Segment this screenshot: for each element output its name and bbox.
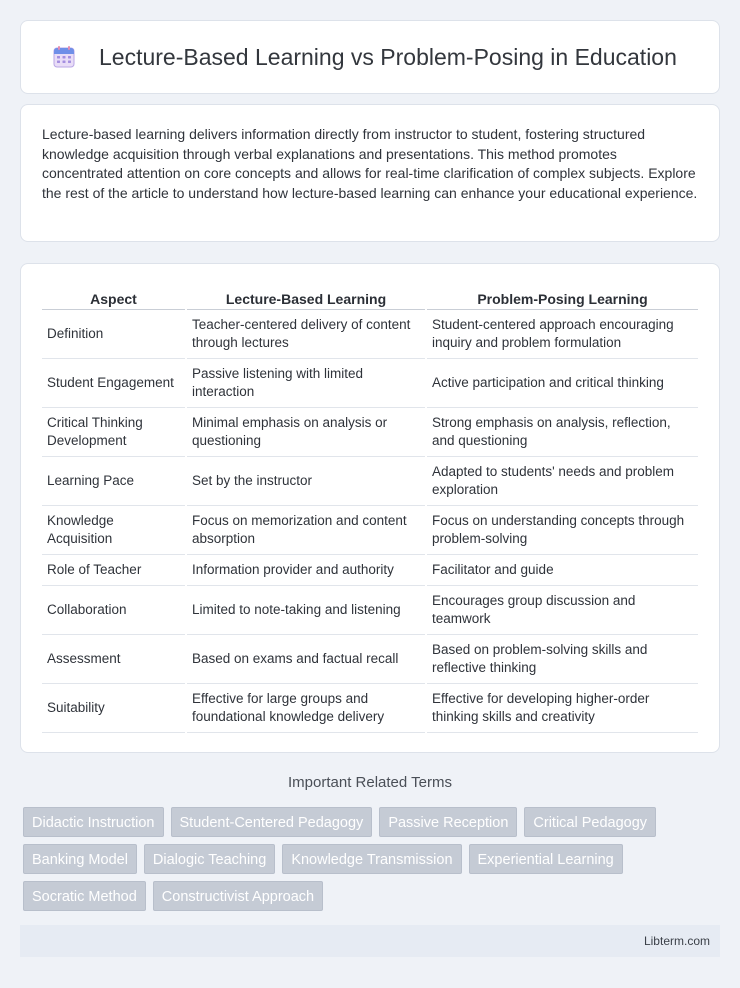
- tag-passive-reception[interactable]: Passive Reception: [379, 807, 517, 837]
- intro-paragraph: Lecture-based learning delivers information directly from instructor to student, fostering structured knowledge acquisition through verbal explanations and presentations. This method promotes concentrated attention on core concepts and allows for real-time clarification of complex subjects. Explore the rest of the article to understand how lecture-based learning can enhance your educational experience.: [42, 126, 698, 201]
- table-row: [42, 555, 698, 586]
- table-row: [42, 457, 698, 506]
- cell-aspect: Role of Teacher: [42, 555, 185, 586]
- tag-critical-pedagogy[interactable]: Critical Pedagogy: [524, 807, 656, 837]
- table-row: [42, 359, 698, 408]
- footer-site-link[interactable]: Libterm.com: [643, 934, 710, 948]
- cell-lecture: Based on exams and factual recall: [187, 635, 425, 684]
- tag-experiential-learning[interactable]: Experiential Learning: [469, 844, 623, 874]
- comparison-table-card: [20, 263, 720, 753]
- header-lecture-based: Lecture-Based Learning: [187, 284, 425, 310]
- table-header-row: [42, 284, 698, 310]
- table-row: [42, 635, 698, 684]
- cell-aspect: Assessment: [42, 635, 185, 684]
- cell-aspect: Definition: [42, 310, 185, 359]
- header-problem-posing: Problem-Posing Learning: [427, 284, 698, 310]
- cell-aspect: Student Engagement: [42, 359, 185, 408]
- cell-aspect: Knowledge Acquisition: [42, 506, 185, 555]
- header-card: [20, 20, 720, 94]
- cell-lecture: Information provider and authority: [187, 555, 425, 586]
- cell-aspect: Suitability: [42, 684, 185, 733]
- cell-aspect: Collaboration: [42, 586, 185, 635]
- tag-dialogic-teaching[interactable]: Dialogic Teaching: [144, 844, 275, 874]
- tag-banking-model[interactable]: Banking Model: [23, 844, 137, 874]
- page-title: Lecture-Based Learning vs Problem-Posing in Education: [99, 43, 677, 70]
- comparison-table: [40, 284, 700, 733]
- header-aspect: Aspect: [42, 284, 185, 310]
- cell-problem: Based on problem-solving skills and reflective thinking: [427, 635, 698, 684]
- cell-aspect: Learning Pace: [42, 457, 185, 506]
- intro-card: [20, 104, 720, 242]
- table-row: [42, 506, 698, 555]
- table-row: [42, 586, 698, 635]
- cell-problem: Focus on understanding concepts through problem-solving: [427, 506, 698, 555]
- calendar-grid-icon: [51, 44, 77, 70]
- related-terms-title: Important Related Terms: [288, 774, 452, 791]
- tag-knowledge-transmission[interactable]: Knowledge Transmission: [282, 844, 461, 874]
- cell-problem: Strong emphasis on analysis, reflection, and questioning: [427, 408, 698, 457]
- cell-lecture: Passive listening with limited interaction: [187, 359, 425, 408]
- cell-problem: Adapted to students' needs and problem exploration: [427, 457, 698, 506]
- cell-lecture: Focus on memorization and content absorption: [187, 506, 425, 555]
- cell-problem: Encourages group discussion and teamwork: [427, 586, 698, 635]
- footer: [20, 925, 720, 957]
- tag-constructivist-approach[interactable]: Constructivist Approach: [153, 881, 323, 911]
- table-row: [42, 684, 698, 733]
- cell-lecture: Set by the instructor: [187, 457, 425, 506]
- cell-problem: Student-centered approach encouraging inquiry and problem formulation: [427, 310, 698, 359]
- cell-lecture: Effective for large groups and foundational knowledge delivery: [187, 684, 425, 733]
- tag-student-centered-pedagogy[interactable]: Student-Centered Pedagogy: [171, 807, 373, 837]
- related-terms-list: [23, 807, 713, 918]
- tag-socratic-method[interactable]: Socratic Method: [23, 881, 146, 911]
- cell-aspect: Critical Thinking Development: [42, 408, 185, 457]
- cell-problem: Active participation and critical thinking: [427, 359, 698, 408]
- table-row: [42, 310, 698, 359]
- table-row: [42, 408, 698, 457]
- tag-didactic-instruction[interactable]: Didactic Instruction: [23, 807, 164, 837]
- cell-lecture: Limited to note-taking and listening: [187, 586, 425, 635]
- cell-lecture: Teacher-centered delivery of content through lectures: [187, 310, 425, 359]
- cell-lecture: Minimal emphasis on analysis or questioning: [187, 408, 425, 457]
- cell-problem: Facilitator and guide: [427, 555, 698, 586]
- cell-problem: Effective for developing higher-order thinking skills and creativity: [427, 684, 698, 733]
